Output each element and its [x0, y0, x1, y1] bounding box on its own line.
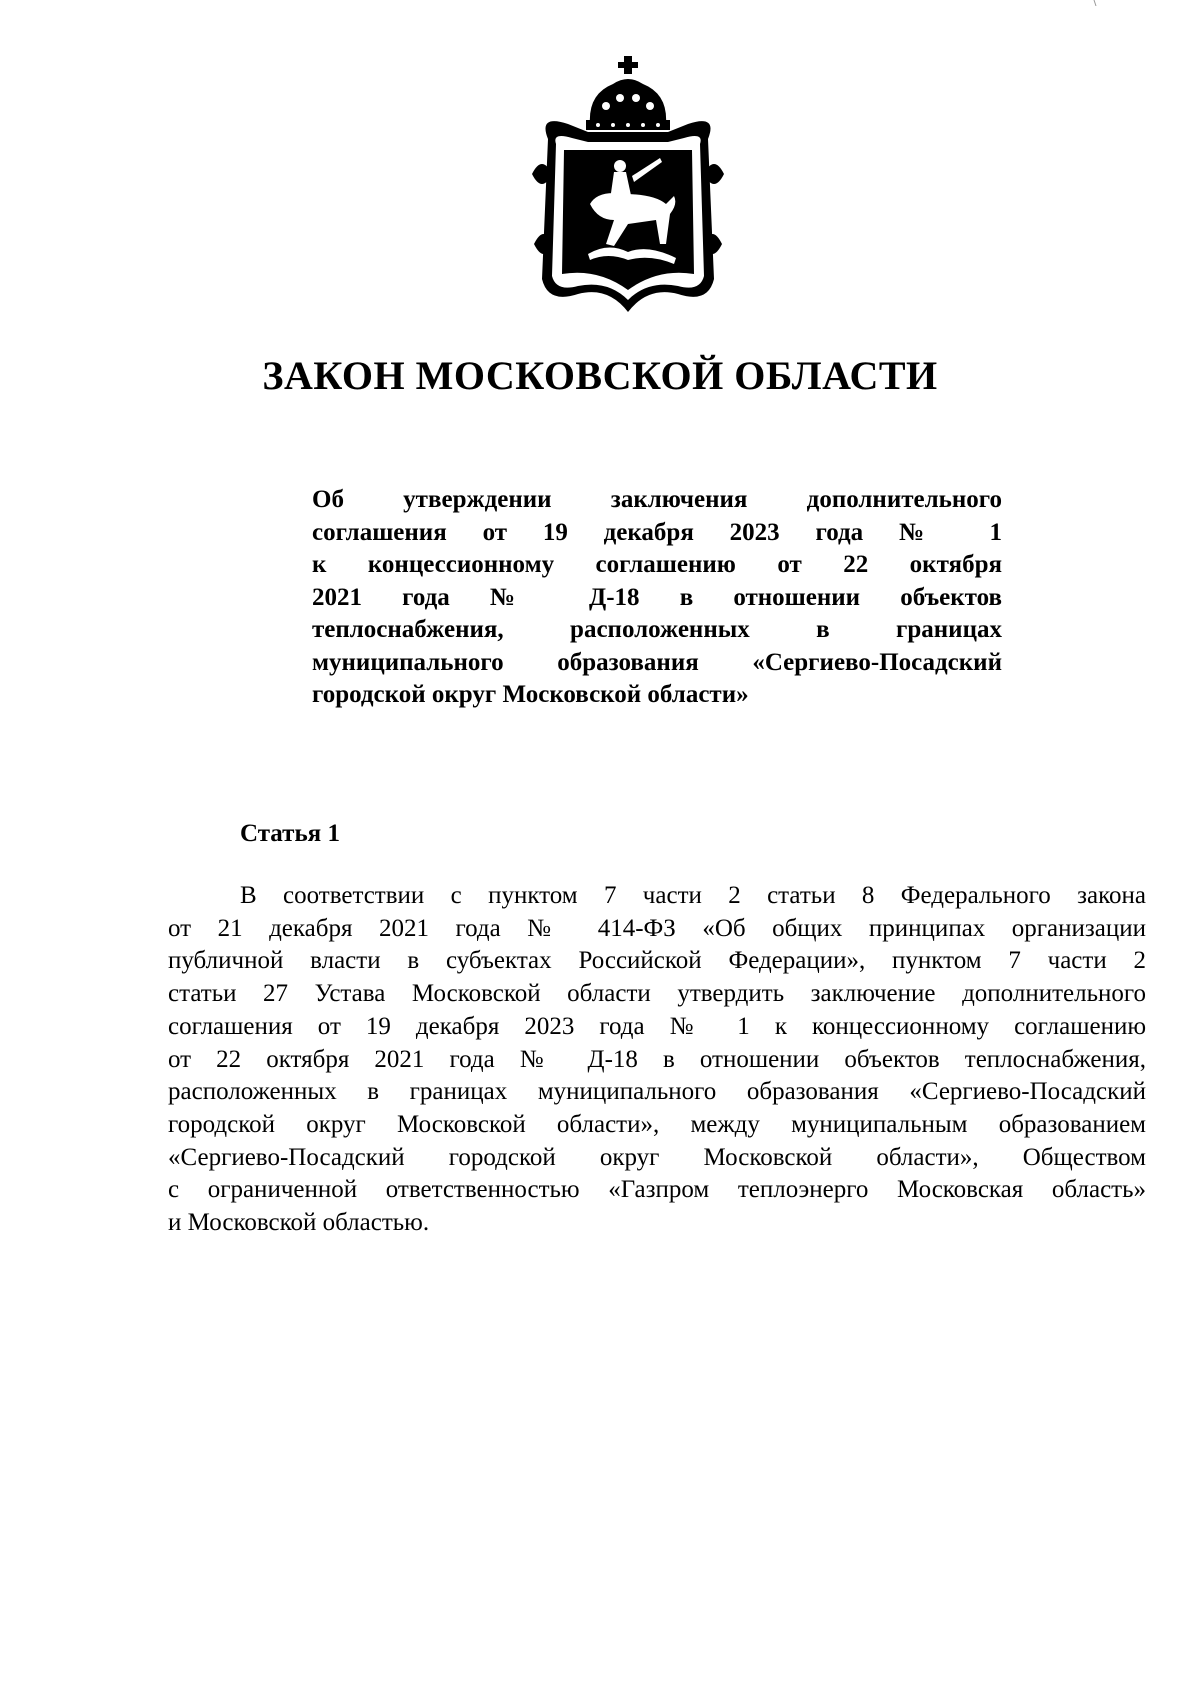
article-line: «Сергиево-Посадский городской округ Московской области», Обществом: [168, 1143, 1146, 1171]
article-line: с ограниченной ответственностью «Газпром теплоэнерго Московская область»: [168, 1176, 1146, 1204]
subject-line: Об утверждении заключения дополнительного: [312, 486, 1002, 513]
article-line: от 22 октября 2021 года № Д-18 в отношении объектов теплоснабжения,: [168, 1045, 1146, 1073]
subject-line: соглашения от 19 декабря 2023 года № 1: [312, 518, 1002, 546]
coat-of-arms-emblem: [528, 54, 728, 314]
subject-line: теплоснабжения, расположенных в границах: [312, 616, 1002, 643]
subject-line: 2021 года № Д-18 в отношении объектов: [312, 583, 1002, 611]
article-body: [168, 880, 1146, 1240]
article-line: расположенных в границах муниципального образования «Сергиево-Посадский: [168, 1078, 1146, 1106]
subject-line: к концессионному соглашению от 22 октября: [312, 551, 1002, 578]
article-line: В соответствии с пунктом 7 части 2 статьи 8 Федерального закона: [240, 882, 1146, 909]
law-subject: [312, 484, 1002, 712]
subject-line: городской округ Московской области»: [312, 681, 749, 708]
article-line: и Московской областью.: [168, 1209, 430, 1237]
subject-line: муниципального образования «Сергиево-Посадский: [312, 648, 1002, 676]
article-line: статьи 27 Устава Московской области утвердить заключение дополнительного: [168, 980, 1146, 1008]
article-line: городской округ Московской области», между муниципальным образованием: [168, 1110, 1146, 1138]
scan-mark: [1092, 0, 1102, 6]
article-line: соглашения от 19 декабря 2023 года № 1 к концессионному соглашению: [168, 1012, 1146, 1040]
article-heading: Статья 1: [240, 820, 340, 847]
document-title: ЗАКОН МОСКОВСКОЙ ОБЛАСТИ: [262, 353, 938, 398]
article-line: от 21 декабря 2021 года № 414-ФЗ «Об общих принципах организации: [168, 914, 1146, 942]
article-line: публичной власти в субъектах Российской Федерации», пунктом 7 части 2: [168, 947, 1146, 975]
